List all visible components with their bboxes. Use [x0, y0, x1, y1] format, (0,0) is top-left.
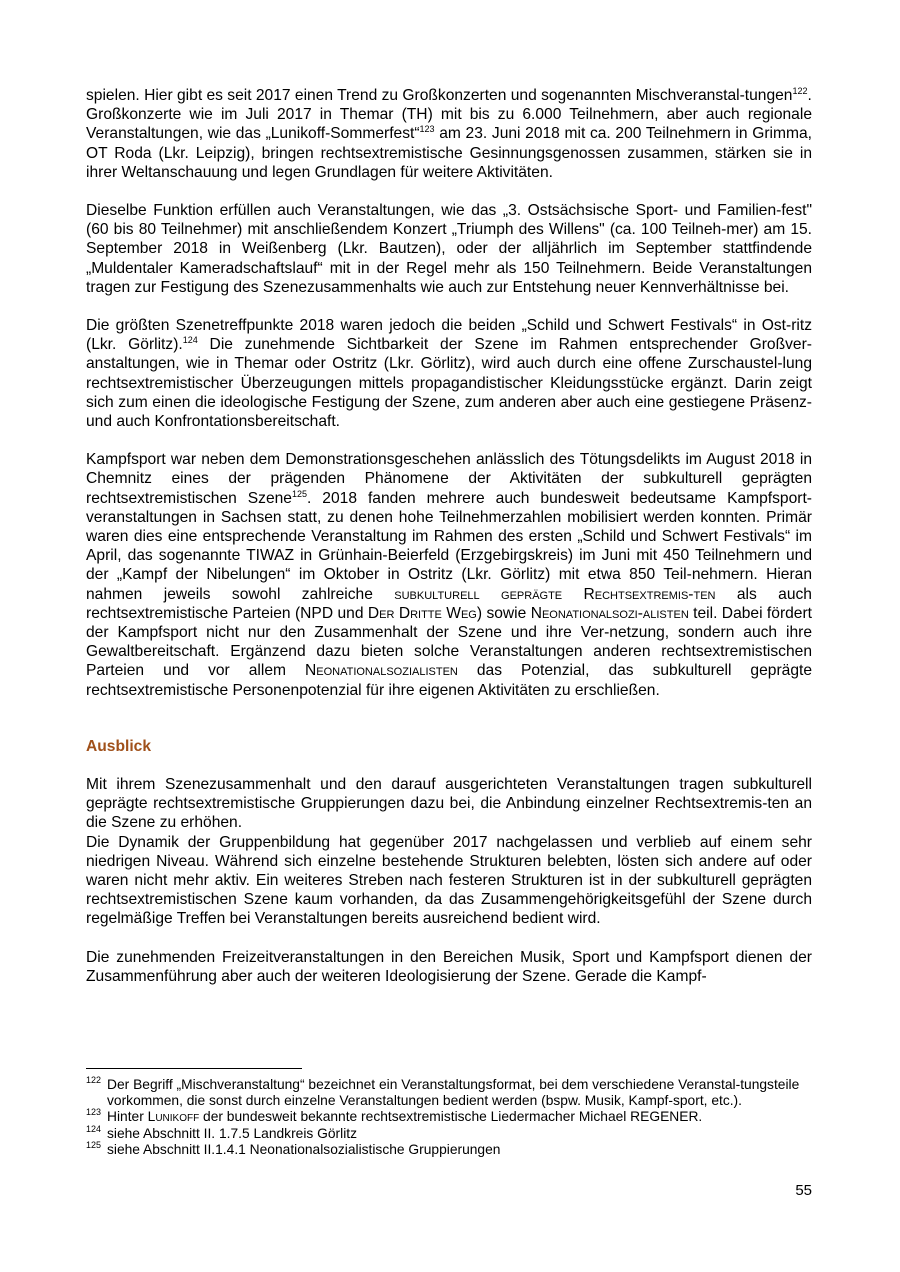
footnotes: [86, 1077, 802, 1158]
footnote-123: 123 Hinter Lunikoff der bundesweit bekannte rechtsextremistische Liedermacher Michael REGENER.: [86, 1107, 703, 1125]
footnote-122: 122 Der Begriff „Mischveranstaltung“ bezeichnet ein Veranstaltungsformat, bei dem verschiedene Veranstal-tungsteile vorkommen, die sonst durch einzelne Veranstaltungen bedient werden (bspw. Musik, Kampf-sport, etc.).: [86, 1075, 800, 1109]
paragraph-veranstaltungen: Dieselbe Funktion erfüllen auch Veranstaltungen, wie das „3. Ostsächsische Sport- und Familien-fest" (60 bis 80 Teilnehmer) mit anschließendem Konzert „Triumph des Willens" (ca. 100 Teilneh-mer) am 15. September 2018 in Weißenberg (Lkr. Bautzen), oder der alljährlich im September stattfindende „Muldentaler Kameradschaftslauf“ mit in der Regel mehr als 150 Teilnehmern. Beide Veranstaltungen tragen zur Festigung des Szenezusammenhalts wie auch zur Entstehung neuer Kennverhältnisse bei.: [86, 202, 812, 296]
paragraph-intro: spielen. Hier gibt es seit 2017 einen Trend zu Großkonzerten und sogenannten Mischveranstal-tungen$^{122}$. Großkonzerte wie im Juli 2017 in Themar (TH) mit bis zu 6.000 Teilnehmern, aber auch regionale Veranstaltungen, wie das „Lunikoff-Sommerfest“$^{123}$ am 23. Juni 2018 mit ca. 200 Teilnehmern in Grimma, OT Roda (Lkr. Leipzig), bringen rechtsextremistische Gesinnungsgenossen zusammen, stärken sie in ihrer Weltanschauung und legen Grundlagen für weitere Aktivitäten.: [86, 85, 812, 181]
paragraph-szenetreffpunkte: Die größten Szenetreffpunkte 2018 waren jedoch die beiden „Schild und Schwert Festivals“ in Ost-ritz (Lkr. Görlitz).$^{124}$ Die zunehmende Sichtbarkeit der Szene im Rahmen entsprechender Großver-anstaltungen, wie in Themar oder Ostritz (Lkr. Görlitz), wird auch durch eine offene Zurschaustel-lung rechtsextremistischer Überzeugungen mittels propagandistischer Kleidungsstücke ergänzt. Darin zeigt sich zum einen die ideologische Festigung der Szene, zum anderen aber auch eine gestiegene Präsenz- und auch Konfrontationsbereitschaft.: [86, 317, 812, 431]
footnote-125: 125 siehe Abschnitt II.1.4.1 Neonationalsozialistische Gruppierungen: [86, 1139, 501, 1157]
page-number: 55: [795, 1182, 812, 1199]
paragraph-outlook-1: Mit ihrem Szenezusammenhalt und den darauf ausgerichteten Veranstaltungen tragen subkulturell geprägte rechtsextremistische Gruppierungen dazu bei, die Anbindung einzelner Rechtsextremis-ten an die Szene zu erhöhen. Die Dynamik der Gruppenbildung hat gegenüber 2017 nachgelassen und verblieb auf einem sehr niedrigen Niveau. Während sich einzelne bestehende Strukturen belebten, lösten sich andere auf oder waren nicht mehr aktiv. Ein weiteres Streben nach festeren Strukturen ist in der subkulturell geprägten rechtsextremistischen Szene kaum vorhanden, da das Zusammengehörigkeitsgefühl der Szene durch regelmäßige Treffen bei Veranstaltungen bereits ausreichend bedient wird.: [86, 775, 812, 928]
term-subkulturell: subkulturell geprägte Rechtsextremis-ten: [394, 585, 716, 603]
footnote-ref-124[interactable]: 124: [182, 335, 198, 346]
footnote-ref-123[interactable]: 123: [419, 124, 435, 135]
term-neonationalsozialisten-2: Neonationalsozialisten: [304, 662, 458, 680]
footnote-124: 124 siehe Abschnitt II. 1.7.5 Landkreis Görlitz: [86, 1123, 358, 1141]
footnote-ref-125[interactable]: 125: [291, 488, 308, 499]
footnote-divider: [86, 1068, 302, 1069]
term-neonationalsozialisten: Neonationalsozi-alisten: [530, 604, 689, 622]
paragraph-kampfsport: Kampfsport war neben dem Demonstrationsgeschehen anlässlich des Tötungsdelikts im August 2018 in Chemnitz eines der prägenden Phänomene der Aktivitäten der subkulturell geprägten rechtsextremistischen Szene$^{125}$. 2018 fanden mehrere auch bundesweit bedeutsame Kampfsport-veranstaltungen in Sachsen statt, zu denen hohe Teilnehmerzahlen mobilisiert werden konnten. Primär waren dies eine entsprechende Veranstaltung im Rahmen des ersten „Schild und Schwert Festivals“ im April, das sogenannte TIWAZ in Grünhain-Beierfeld (Erzgebirgskreis) im Juni mit 450 Teilnehmern und der „Kampf der Nibelungen“ im Oktober in Ostritz (Lkr. Görlitz) mit etwa 850 Teil-nehmern. Hieran nahmen jeweils sowohl zahlreiche subkulturell geprägte Rechtsextremis-ten als auch rechtsextremistische Parteien (NPD und Der Dritte Weg) sowie Neonationalsozi-alisten teil. Dabei fördert der Kampfsport nicht nur den Zusammenhalt der Szene und ihre Ver-netzung, sondern auch ihre Gewaltbereitschaft. Ergänzend dazu bieten solche Veranstaltungen anderen rechtsextremistischen Parteien und vor allem Neonationalsozialisten das Potenzial, das subkulturell geprägte rechtsextremistische Personenpotenzial für ihre eigenen Aktivitäten zu erschließen.: [86, 451, 813, 699]
term-dritter-weg: Der Dritte Weg: [367, 604, 477, 622]
footnote-ref-122[interactable]: 122: [792, 85, 808, 96]
page-body: [86, 86, 812, 1005]
section-heading-ausblick: Ausblick: [86, 737, 151, 755]
paragraph-outlook-2: Die zunehmenden Freizeitveranstaltungen in den Bereichen Musik, Sport und Kampfsport dienen der Zusammenführung aber auch der weiteren Ideologisierung der Szene. Gerade die Kampf-: [86, 948, 812, 985]
